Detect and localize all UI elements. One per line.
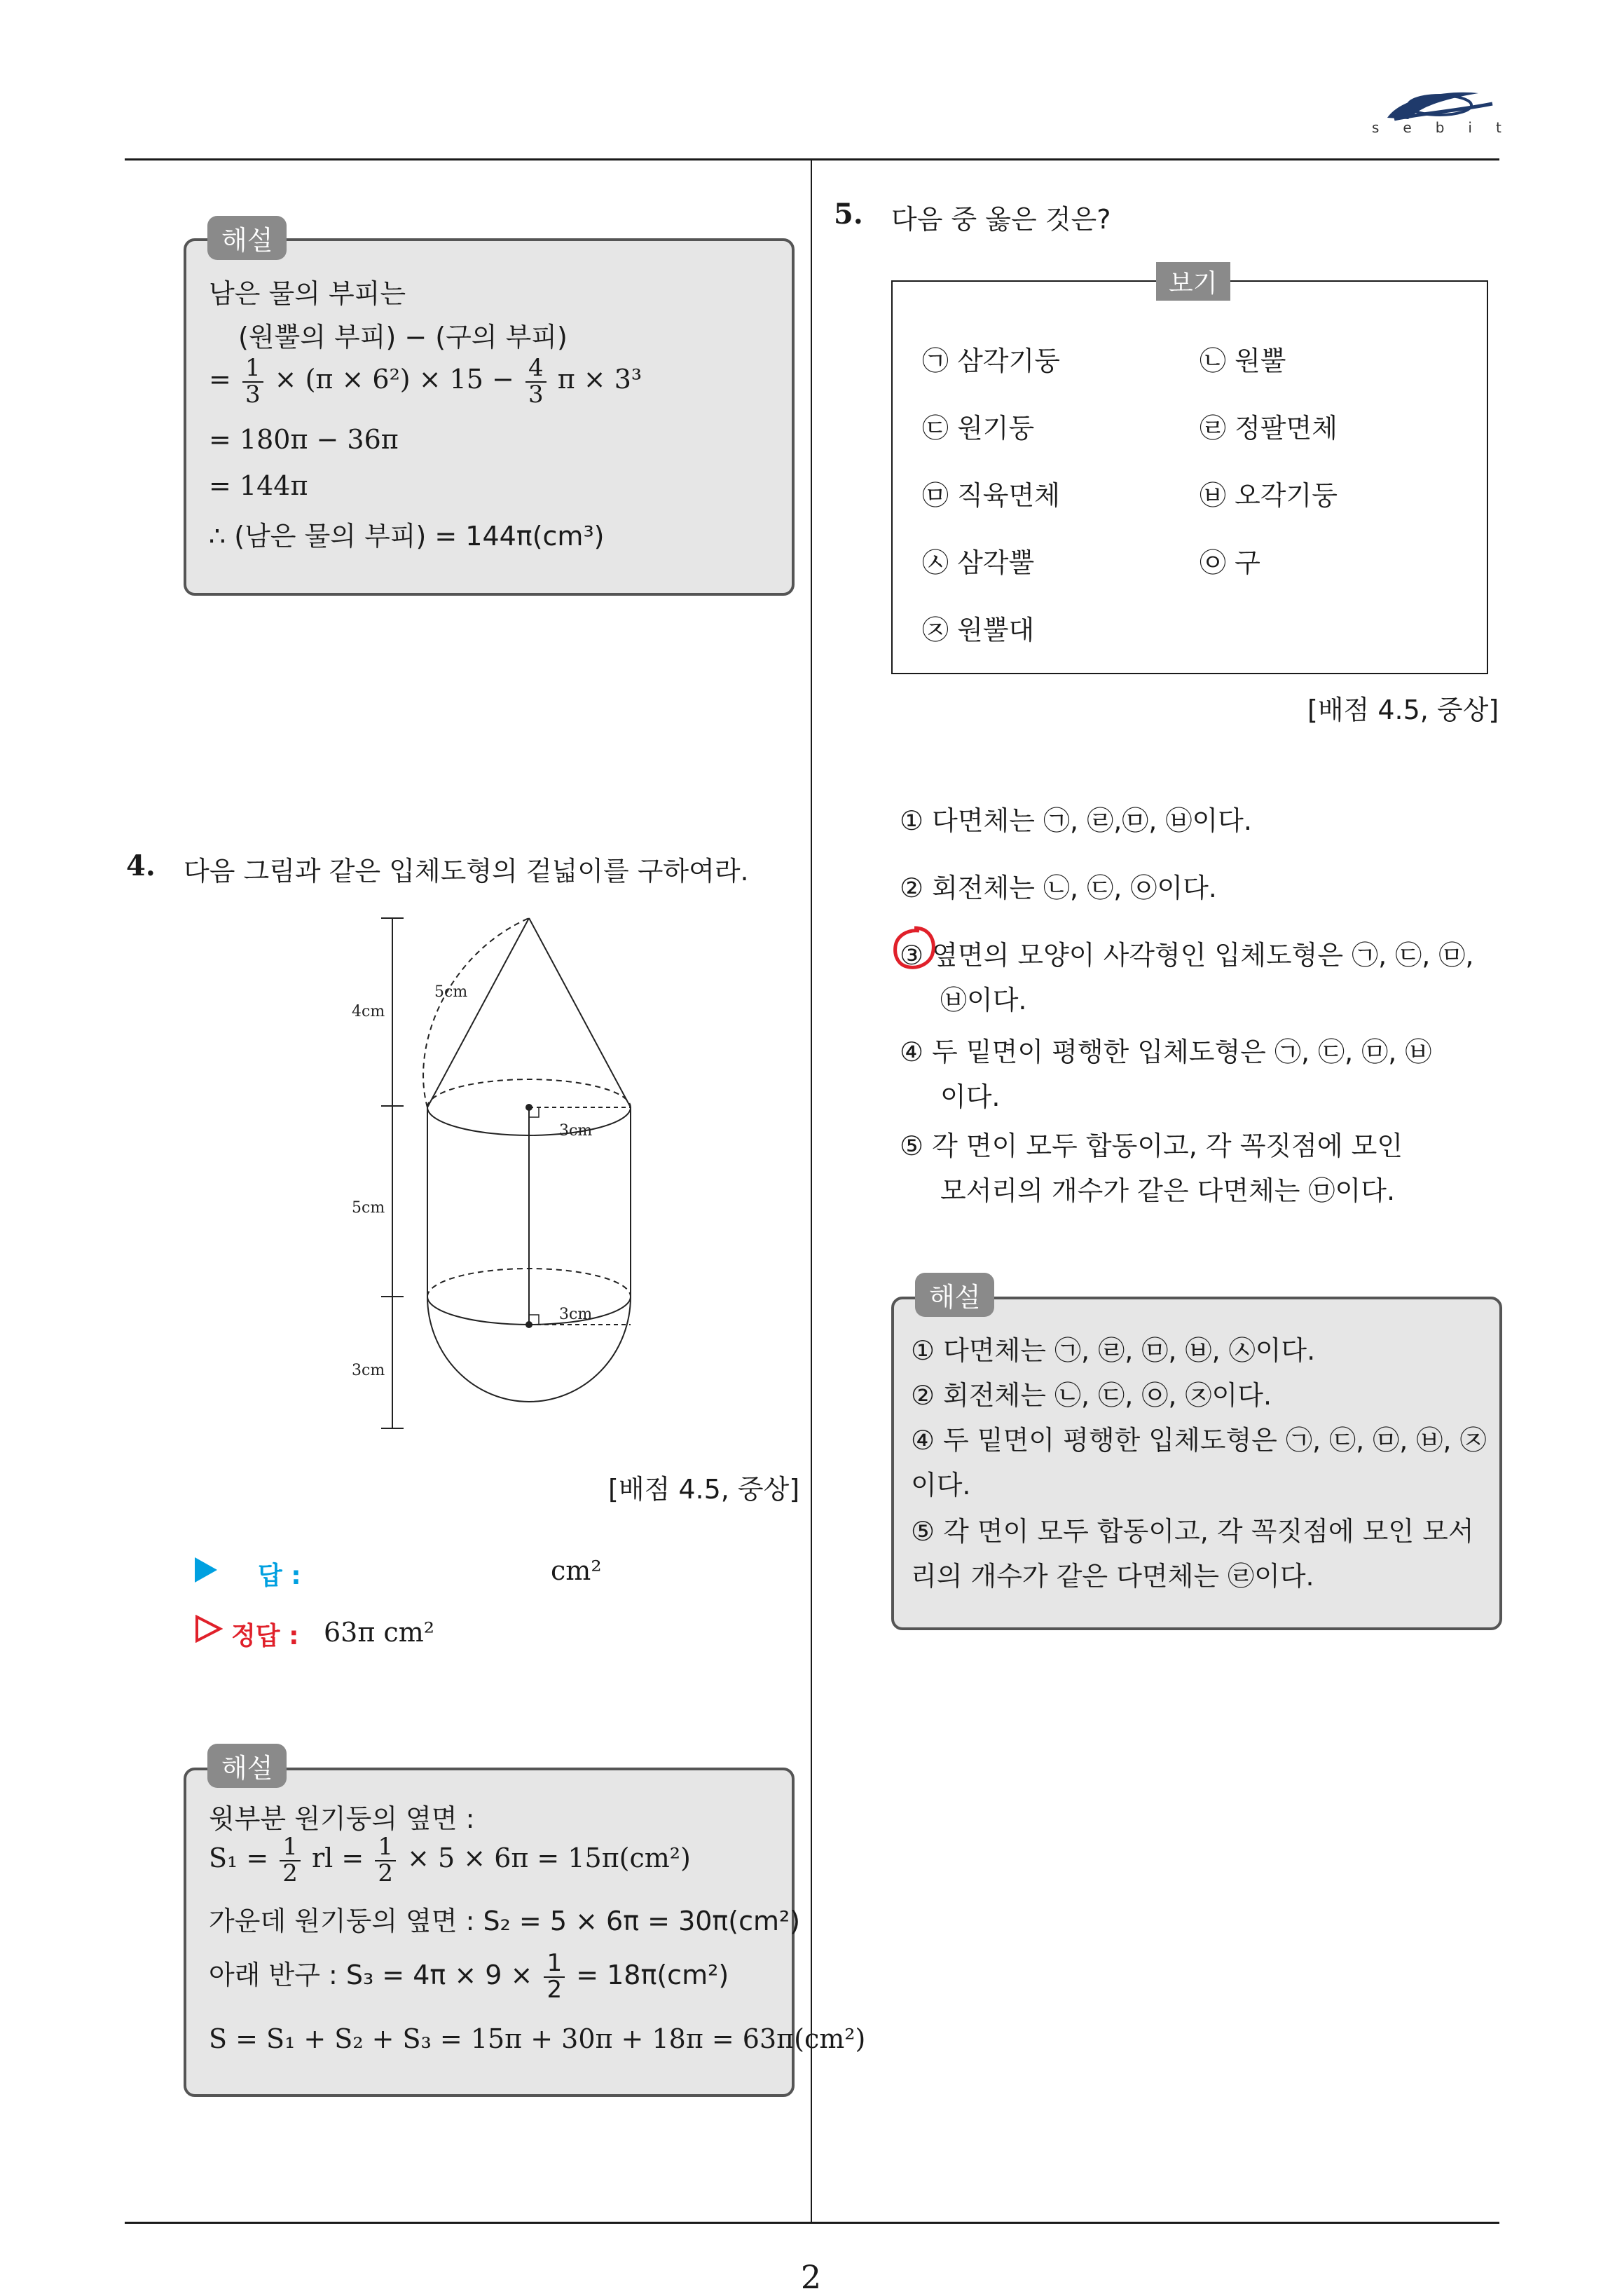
height-label-cone: 4cm bbox=[352, 1003, 385, 1020]
solution-line: (원뿔의 부피) − (구의 부피) bbox=[238, 322, 568, 353]
correct-arrow-icon bbox=[195, 1615, 223, 1643]
solid-figure bbox=[336, 904, 659, 1444]
choice-4[interactable]: ④ 두 밑면이 평행한 입체도형은 ㉠, ㉢, ㉤, ㉥ bbox=[900, 1037, 1432, 1067]
fraction: $\frac{1}{2}$ bbox=[544, 1951, 565, 2002]
choice-number: ③ bbox=[900, 940, 924, 971]
solution-line: 리의 개수가 같은 다면체는 ㉣이다. bbox=[911, 1561, 1314, 1592]
solution-line: ① 다면체는 ㉠, ㉣, ㉤, ㉥, ㉦이다. bbox=[911, 1335, 1316, 1366]
header-rule bbox=[125, 158, 1499, 160]
solution-line: = 180π − 36π bbox=[209, 424, 399, 455]
bogi-item: ㉧ 구 bbox=[1200, 547, 1260, 578]
correct-label: 정답 : bbox=[231, 1622, 299, 1651]
solution-line: = $\frac{1}{3}$ × (π × 6²) × 15 − $\frac{4}{3}$ π × 3³ bbox=[209, 354, 642, 409]
footer-rule bbox=[125, 2222, 1499, 2224]
choice-3-cont: ㉥이다. bbox=[940, 985, 1027, 1016]
choice-5[interactable]: ⑤ 각 면이 모두 합동이고, 각 꼭짓점에 모인 bbox=[900, 1130, 1403, 1161]
selected-circle-mark bbox=[890, 924, 939, 973]
solution-line: ④ 두 밑면이 평행한 입체도형은 ㉠, ㉢, ㉤, ㉥, ㉨ bbox=[911, 1425, 1487, 1456]
solution-line: ∴ (남은 물의 부피) = 144π(cm³) bbox=[209, 521, 605, 552]
fraction: $\frac{1}{2}$ bbox=[375, 1835, 396, 1886]
bogi-item: ㉤ 직육면체 bbox=[922, 480, 1060, 511]
solution-line: 남은 물의 부피는 bbox=[209, 278, 406, 309]
solution-line: 윗부분 원기둥의 옆면 : bbox=[209, 1803, 475, 1834]
bogi-item: ㉡ 원뿔 bbox=[1200, 346, 1286, 376]
solution-line: ② 회전체는 ㉡, ㉢, ㉧, ㉨이다. bbox=[911, 1380, 1272, 1411]
solution-line: 아래 반구 : S₃ = 4π × 9 × $\frac{1}{2}$ = 18π(cm²) bbox=[209, 1949, 729, 2004]
choice-5-cont: 모서리의 개수가 같은 다면체는 ㉤이다. bbox=[940, 1175, 1396, 1206]
answer-label: 답 : bbox=[258, 1562, 301, 1590]
solution-tag: 해설 bbox=[207, 216, 287, 260]
bogi-item: ㉠ 삼각기둥 bbox=[922, 346, 1060, 376]
solution-line: S₁ = $\frac{1}{2}$ rl = $\frac{1}{2}$ × 5 × 6π = 15π(cm²) bbox=[209, 1833, 691, 1887]
question-text: 다음 중 옳은 것은? bbox=[891, 204, 1111, 235]
solution-tag: 해설 bbox=[207, 1744, 287, 1788]
radius-label-top: 3cm bbox=[559, 1122, 593, 1140]
correct-value: 63π cm² bbox=[324, 1617, 434, 1648]
bogi-item: ㉥ 오각기둥 bbox=[1200, 480, 1338, 511]
fraction: $\frac{1}{3}$ bbox=[242, 356, 263, 407]
solution-line: = 144π bbox=[209, 470, 308, 501]
answer-arrow-icon bbox=[195, 1557, 217, 1583]
bogi-item: ㉣ 정팔면체 bbox=[1200, 413, 1338, 444]
question-number: 4. bbox=[126, 849, 156, 882]
answer-input[interactable]: cm² bbox=[551, 1555, 602, 1586]
page-number: 2 bbox=[800, 2258, 822, 2296]
choice-2[interactable]: ② 회전체는 ㉡, ㉢, ㉧이다. bbox=[900, 873, 1217, 903]
height-label-hemisphere: 3cm bbox=[352, 1362, 385, 1379]
bogi-item: ㉨ 원뿔대 bbox=[922, 615, 1035, 645]
choice-1[interactable]: ① 다면체는 ㉠, ㉣,㉤, ㉥이다. bbox=[900, 805, 1252, 836]
question-number: 5. bbox=[834, 198, 863, 231]
logo-text: sebit bbox=[1372, 119, 1525, 136]
bogi-tag: 보기 bbox=[1156, 262, 1230, 301]
height-label-cylinder: 5cm bbox=[352, 1199, 385, 1217]
choice-4-cont: 이다. bbox=[940, 1081, 1001, 1112]
solution-tag: 해설 bbox=[915, 1273, 994, 1317]
fraction: $\frac{4}{3}$ bbox=[525, 356, 547, 407]
column-divider bbox=[811, 158, 812, 2223]
fraction: $\frac{1}{2}$ bbox=[280, 1835, 301, 1886]
score-label: [배점 4.5, 중상] bbox=[608, 1474, 800, 1505]
slant-label: 5cm bbox=[434, 983, 468, 1001]
solution-line: 이다. bbox=[911, 1470, 971, 1501]
solution-line: ⑤ 각 면이 모두 합동이고, 각 꼭짓점에 모인 모서 bbox=[911, 1516, 1474, 1547]
question-text: 다음 그림과 같은 입체도형의 겉넓이를 구하여라. bbox=[184, 856, 749, 887]
choice-3[interactable]: ③ 옆면의 모양이 사각형인 입체도형은 ㉠, ㉢, ㉤, bbox=[900, 940, 1474, 971]
solution-line: S = S₁ + S₂ + S₃ = 15π + 30π + 18π = 63π(cm²) bbox=[209, 2023, 866, 2054]
bogi-item: ㉢ 원기둥 bbox=[922, 413, 1035, 444]
radius-label-bottom: 3cm bbox=[559, 1306, 593, 1323]
solution-line: 가운데 원기둥의 옆면 : S₂ = 5 × 6π = 30π(cm²) bbox=[209, 1906, 801, 1936]
bogi-item: ㉦ 삼각뿔 bbox=[922, 547, 1035, 578]
score-label: [배점 4.5, 중상] bbox=[1307, 695, 1499, 725]
